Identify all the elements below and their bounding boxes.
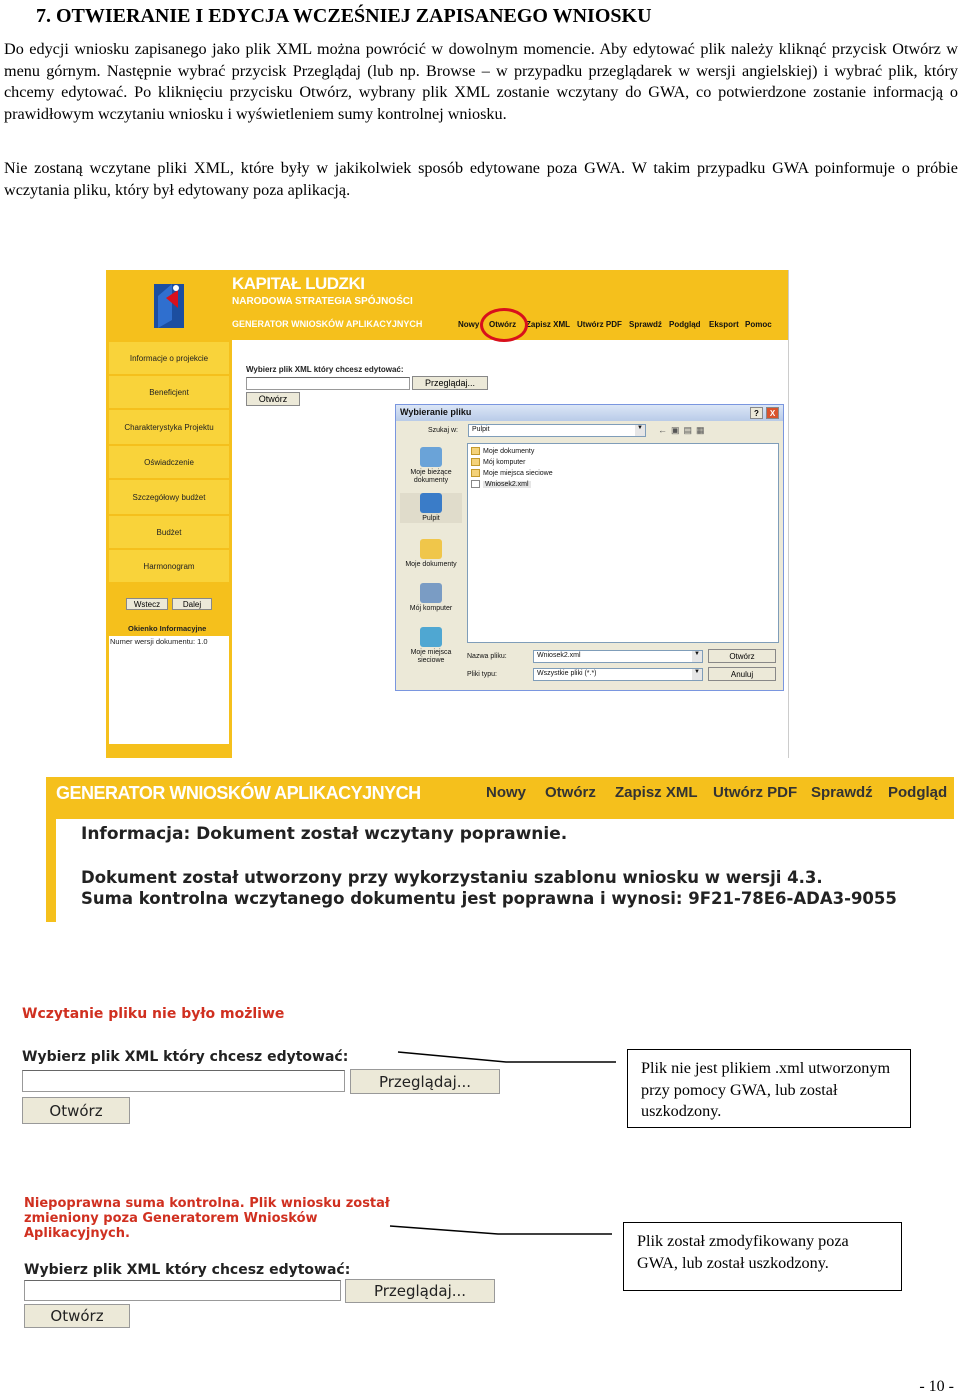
callout-line bbox=[396, 1048, 618, 1068]
filetype-label: Pliki typu: bbox=[467, 671, 497, 678]
highlight-circle bbox=[480, 308, 528, 342]
success-info: Informacja: Dokument został wczytany poprawnie. bbox=[81, 824, 568, 844]
template-version-line: Dokument został utworzony przy wykorzystaniu szablonu wniosku w wersji 4.3. bbox=[81, 868, 823, 887]
network-icon bbox=[420, 627, 442, 647]
note-modified-file: Plik został zmodyfikowany poza GWA, lub został uszkodzony. bbox=[623, 1222, 902, 1291]
banner-title: GENERATOR WNIOSKÓW APLIKACYJNYCH bbox=[56, 783, 421, 803]
gwa-header bbox=[106, 270, 789, 340]
file-path-input[interactable] bbox=[24, 1280, 341, 1301]
info-window-label: Okienko Informacyjne bbox=[128, 624, 207, 633]
menu-otworz[interactable]: Otwórz bbox=[545, 784, 596, 801]
info-window bbox=[109, 636, 229, 744]
toolbar-icons[interactable]: ←▣▤▦ bbox=[658, 425, 709, 435]
folder-icon bbox=[420, 539, 442, 559]
sidebar-item-harmonogram[interactable]: Harmonogram bbox=[109, 550, 229, 582]
file-list-item[interactable]: Moje dokumenty bbox=[471, 447, 534, 455]
eu-flag-logo-icon bbox=[152, 276, 188, 332]
folder-icon bbox=[471, 447, 480, 455]
filename-input[interactable]: Wniosek2.xml ▼ bbox=[533, 650, 703, 663]
choose-file-label: Wybierz plik XML który chcesz edytować: bbox=[22, 1049, 349, 1065]
error-message: Wczytanie pliku nie było możliwe bbox=[22, 1006, 285, 1022]
gwa-sidebar bbox=[106, 340, 232, 758]
info-window-text: Numer wersji dokumentu: 1.0 bbox=[110, 637, 208, 646]
open-button[interactable]: Otwórz bbox=[246, 392, 300, 406]
file-list bbox=[467, 443, 779, 643]
dialog-open-button[interactable]: Otwórz bbox=[708, 649, 776, 663]
menu-nowy[interactable]: Nowy bbox=[458, 320, 480, 329]
desktop-icon bbox=[420, 493, 442, 513]
logo-subtitle: NARODOWA STRATEGIA SPÓJNOŚCI bbox=[232, 296, 413, 307]
filename-label: Nazwa pliku: bbox=[467, 653, 507, 660]
file-dialog bbox=[395, 404, 784, 691]
error-message: Niepoprawna suma kontrolna. Plik wniosku został zmieniony poza Generatorem Wniosków Aplikacyjnych. bbox=[24, 1196, 390, 1241]
browse-button[interactable]: Przeglądaj... bbox=[412, 376, 488, 390]
look-in-value: Pulpit bbox=[472, 426, 490, 433]
menu-utworz-pdf[interactable]: Utwórz PDF bbox=[713, 784, 798, 801]
sidebar-item-charakterystyka[interactable]: Charakterystyka Projektu bbox=[109, 410, 229, 444]
paragraph-intro: Do edycji wniosku zapisanego jako plik XML można powrócić w dowolnym momencie. Aby edytować plik należy kliknąć przycisk Otwórz w menu górnym. Następnie wybrać przycisk Przeglądaj (lub np. Browse – w przypadku przeglądarek w wersji angielskiej) i wybrać plik, który chcemy edytować. Po kliknięciu przycisku Otwórz, wybrany plik XML zostanie wczytany do GWA, co potwierdzone zostanie informacją o prawidłowym wczytaniu wniosku i wyświetleniem sumy kontrolnej wniosku. bbox=[4, 40, 958, 123]
computer-icon bbox=[420, 583, 442, 603]
place-recent[interactable]: Moje bieżące dokumenty bbox=[400, 447, 462, 485]
menu-podglad[interactable]: Podgląd bbox=[669, 320, 701, 329]
menu-otworz[interactable]: Otwórz bbox=[489, 320, 517, 329]
chevron-down-icon: ▼ bbox=[635, 425, 645, 436]
note-invalid-file: Plik nie jest plikiem .xml utworzonym przy pomocy GWA, lub został uszkodzony. bbox=[627, 1049, 911, 1128]
menu-eksport[interactable]: Eksport bbox=[709, 320, 739, 329]
sidebar-item-informacje[interactable]: Informacje o projekcie bbox=[109, 342, 229, 374]
menu-zapisz-xml[interactable]: Zapisz XML bbox=[526, 320, 571, 329]
section-title: 7. OTWIERANIE I EDYCJA WCZEŚNIEJ ZAPISANEGO WNIOSKU bbox=[36, 5, 652, 27]
browse-button[interactable]: Przeglądaj... bbox=[345, 1279, 495, 1303]
wstecz-button[interactable]: Wstecz bbox=[126, 598, 168, 610]
place-my-computer[interactable]: Mój komputer bbox=[400, 583, 462, 613]
menu-sprawdz[interactable]: Sprawdź bbox=[811, 784, 873, 801]
file-list-item[interactable]: Mój komputer bbox=[471, 458, 525, 466]
xml-file-icon bbox=[471, 480, 480, 488]
sidebar-item-budzet[interactable]: Budżet bbox=[109, 516, 229, 548]
menu-podglad[interactable]: Podgląd bbox=[888, 784, 948, 801]
look-in-label: Szukaj w: bbox=[428, 427, 458, 434]
menu-utworz-pdf[interactable]: Utwórz PDF bbox=[577, 320, 622, 329]
dialog-cancel-button[interactable]: Anuluj bbox=[708, 667, 776, 681]
close-button[interactable]: X bbox=[766, 407, 779, 419]
browse-button[interactable]: Przeglądaj... bbox=[350, 1069, 500, 1094]
computer-icon bbox=[471, 458, 480, 466]
success-banner bbox=[46, 777, 954, 922]
logo-title: KAPITAŁ LUDZKI bbox=[232, 274, 365, 293]
sidebar-item-szczegolowy-budzet[interactable]: Szczegółowy budżet bbox=[109, 480, 229, 514]
open-button[interactable]: Otwórz bbox=[22, 1097, 130, 1124]
place-my-documents[interactable]: Moje dokumenty bbox=[400, 539, 462, 569]
place-network[interactable]: Moje miejsca sieciowe bbox=[400, 627, 462, 665]
checksum-line: Suma kontrolna wczytanego dokumentu jest poprawna i wynosi: 9F21-78E6-ADA3-9055 bbox=[81, 889, 897, 908]
network-icon bbox=[471, 469, 480, 477]
chevron-down-icon: ▼ bbox=[692, 669, 702, 680]
choose-file-label: Wybierz plik XML który chcesz edytować: bbox=[24, 1262, 351, 1278]
gwa-open-screenshot bbox=[106, 270, 789, 758]
menu-zapisz-xml[interactable]: Zapisz XML bbox=[615, 784, 698, 801]
banner-header bbox=[46, 777, 954, 819]
dalej-button[interactable]: Dalej bbox=[172, 598, 212, 610]
page-number: - 10 - bbox=[919, 1378, 954, 1394]
file-path-input[interactable] bbox=[246, 377, 410, 390]
logo-generator: GENERATOR WNIOSKÓW APLIKACYJNYCH bbox=[232, 319, 423, 329]
chevron-down-icon: ▼ bbox=[692, 651, 702, 662]
file-path-input[interactable] bbox=[22, 1070, 345, 1092]
menu-sprawdz[interactable]: Sprawdź bbox=[629, 320, 662, 329]
paragraph-warning: Nie zostaną wczytane pliki XML, które były w jakikolwiek sposób edytowane poza GWA. W takim przypadku GWA poinformuje o próbie wczytania pliku, który był edytowany poza aplikacją. bbox=[4, 159, 958, 199]
file-list-item[interactable]: Moje miejsca sieciowe bbox=[471, 469, 553, 477]
filetype-select[interactable]: Wszystkie pliki (*.*) ▼ bbox=[533, 668, 703, 681]
sidebar-item-oswiadczenie[interactable]: Oświadczenie bbox=[109, 446, 229, 478]
dialog-title: Wybieranie pliku bbox=[396, 405, 783, 421]
banner-sidebar bbox=[46, 819, 56, 922]
open-button[interactable]: Otwórz bbox=[24, 1304, 130, 1328]
menu-nowy[interactable]: Nowy bbox=[486, 784, 527, 801]
recent-documents-icon bbox=[420, 447, 442, 467]
place-desktop[interactable]: Pulpit bbox=[400, 493, 462, 523]
places-bar bbox=[400, 443, 462, 679]
callout-line bbox=[388, 1222, 614, 1242]
file-list-item-selected[interactable]: Wniosek2.xml bbox=[471, 480, 531, 488]
choose-file-label: Wybierz plik XML który chcesz edytować: bbox=[246, 365, 404, 374]
menu-pomoc[interactable]: Pomoc bbox=[745, 320, 772, 329]
look-in-select[interactable] bbox=[468, 424, 646, 437]
sidebar-item-beneficjent[interactable]: Beneficjent bbox=[109, 376, 229, 408]
help-button[interactable]: ? bbox=[750, 407, 763, 419]
